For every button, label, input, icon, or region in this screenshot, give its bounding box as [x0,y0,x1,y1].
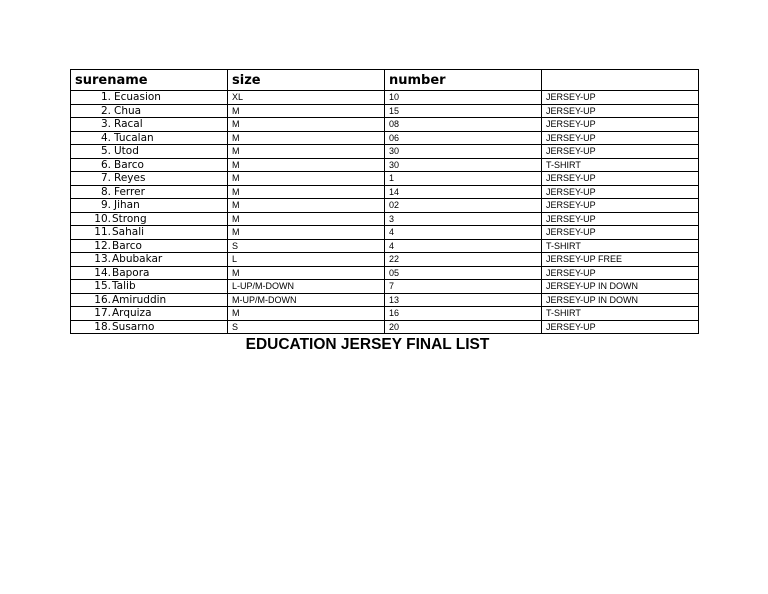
cell-type: JERSEY-UP FREE [542,253,699,267]
surname-text: Arquiza [112,307,152,320]
cell-surname [71,212,228,226]
row-index: 8. [100,185,111,198]
cell-number: 06 [385,131,542,145]
cell-number: 15 [385,104,542,118]
table-row [71,266,699,280]
cell-surname [71,199,228,213]
table-row [71,199,699,213]
cell-type: JERSEY-UP IN DOWN [542,280,699,294]
cell-number: 05 [385,266,542,280]
cell-type: JERSEY-UP [542,91,699,105]
cell-number: 30 [385,145,542,159]
cell-type: JERSEY-UP [542,172,699,186]
cell-type: JERSEY-UP [542,145,699,159]
cell-surname [71,266,228,280]
cell-size: M [228,118,385,132]
cell-number: 7 [385,280,542,294]
surname-text: Chua [114,104,142,117]
surname-text: Sahali [112,226,145,239]
cell-surname [71,239,228,253]
cell-size: M [228,199,385,213]
cell-size: M [228,307,385,321]
surname-text: Talib [112,280,136,293]
cell-type: JERSEY-UP [542,212,699,226]
row-index: 13. [94,253,111,266]
cell-type: T-SHIRT [542,239,699,253]
cell-surname [71,226,228,240]
cell-size: M [228,145,385,159]
cell-size: L-UP/M-DOWN [228,280,385,294]
table-row [71,131,699,145]
row-index: 11. [94,226,111,239]
cell-number: 22 [385,253,542,267]
cell-size: L [228,253,385,267]
surname-text: Amiruddin [112,293,167,306]
cell-size: XL [228,91,385,105]
table-row [71,118,699,132]
table-row [71,239,699,253]
surname-text: Ferrer [114,185,145,198]
surname-text: Tucalan [114,131,154,144]
cell-number: 4 [385,226,542,240]
table-row [71,307,699,321]
row-index: 9. [100,199,111,212]
cell-number: 10 [385,91,542,105]
table-row [71,158,699,172]
cell-type: JERSEY-UP [542,104,699,118]
surname-text: Barco [112,239,142,252]
cell-number: 08 [385,118,542,132]
cell-number: 3 [385,212,542,226]
cell-number: 02 [385,199,542,213]
cell-size: M [228,158,385,172]
cell-surname [71,280,228,294]
cell-type: JERSEY-UP [542,131,699,145]
surname-text: Utod [114,145,139,158]
cell-surname [71,172,228,186]
cell-type: T-SHIRT [542,307,699,321]
cell-surname [71,185,228,199]
cell-size: S [228,239,385,253]
surname-text: Abubakar [112,253,163,266]
cell-size: M [228,212,385,226]
cell-surname [71,145,228,159]
cell-type: JERSEY-UP IN DOWN [542,293,699,307]
cell-size: M [228,104,385,118]
table-row [71,280,699,294]
cell-type: JERSEY-UP [542,185,699,199]
row-index: 14. [94,266,111,279]
cell-surname [71,293,228,307]
header-size: size [228,70,385,91]
cell-surname [71,118,228,132]
cell-number: 13 [385,293,542,307]
surname-text: Reyes [114,172,146,185]
cell-type: JERSEY-UP [542,320,699,334]
surname-text: Susarno [112,320,155,333]
row-index: 10. [94,212,111,225]
row-index: 17. [94,307,111,320]
cell-size: M [228,266,385,280]
cell-surname [71,253,228,267]
surname-text: Ecuasion [114,91,161,104]
cell-number: 30 [385,158,542,172]
cell-surname [71,320,228,334]
table-row [71,253,699,267]
jersey-table [70,69,699,334]
cell-surname [71,104,228,118]
surname-text: Racal [114,118,143,131]
table-row [71,226,699,240]
cell-number: 20 [385,320,542,334]
cell-size: S [228,320,385,334]
cell-type: JERSEY-UP [542,199,699,213]
row-index: 7. [100,172,111,185]
jersey-list-sheet [70,69,698,334]
cell-type: JERSEY-UP [542,118,699,132]
document-title: EDUCATION JERSEY FINAL LIST [245,336,490,353]
table-row [71,185,699,199]
cell-size: M [228,226,385,240]
row-index: 3. [100,118,111,131]
table-row [71,145,699,159]
header-surname: surename [71,70,228,91]
cell-surname [71,307,228,321]
cell-size: M [228,172,385,186]
table-row [71,172,699,186]
header-type [542,70,699,91]
cell-surname [71,158,228,172]
row-index: 4. [100,131,111,144]
row-index: 16. [94,293,111,306]
cell-number: 14 [385,185,542,199]
cell-type: JERSEY-UP [542,226,699,240]
row-index: 18. [94,320,111,333]
cell-surname [71,131,228,145]
table-row [71,293,699,307]
row-index: 6. [100,158,111,171]
cell-number: 4 [385,239,542,253]
table-row [71,320,699,334]
cell-surname [71,91,228,105]
row-index: 2. [100,104,111,117]
header-row [71,70,699,91]
table-row [71,91,699,105]
cell-number: 16 [385,307,542,321]
cell-size: M [228,185,385,199]
surname-text: Barco [114,158,144,171]
table-body [71,91,699,334]
table-row [71,212,699,226]
table-row [71,104,699,118]
row-index: 15. [94,280,111,293]
surname-text: Jihan [114,199,140,212]
row-index: 12. [94,239,111,252]
row-index: 1. [100,91,111,104]
cell-size: M [228,131,385,145]
cell-type: T-SHIRT [542,158,699,172]
row-index: 5. [100,145,111,158]
cell-number: 1 [385,172,542,186]
surname-text: Bapora [112,266,150,279]
cell-type: JERSEY-UP [542,266,699,280]
surname-text: Strong [112,212,147,225]
cell-size: M-UP/M-DOWN [228,293,385,307]
header-number: number [385,70,542,91]
